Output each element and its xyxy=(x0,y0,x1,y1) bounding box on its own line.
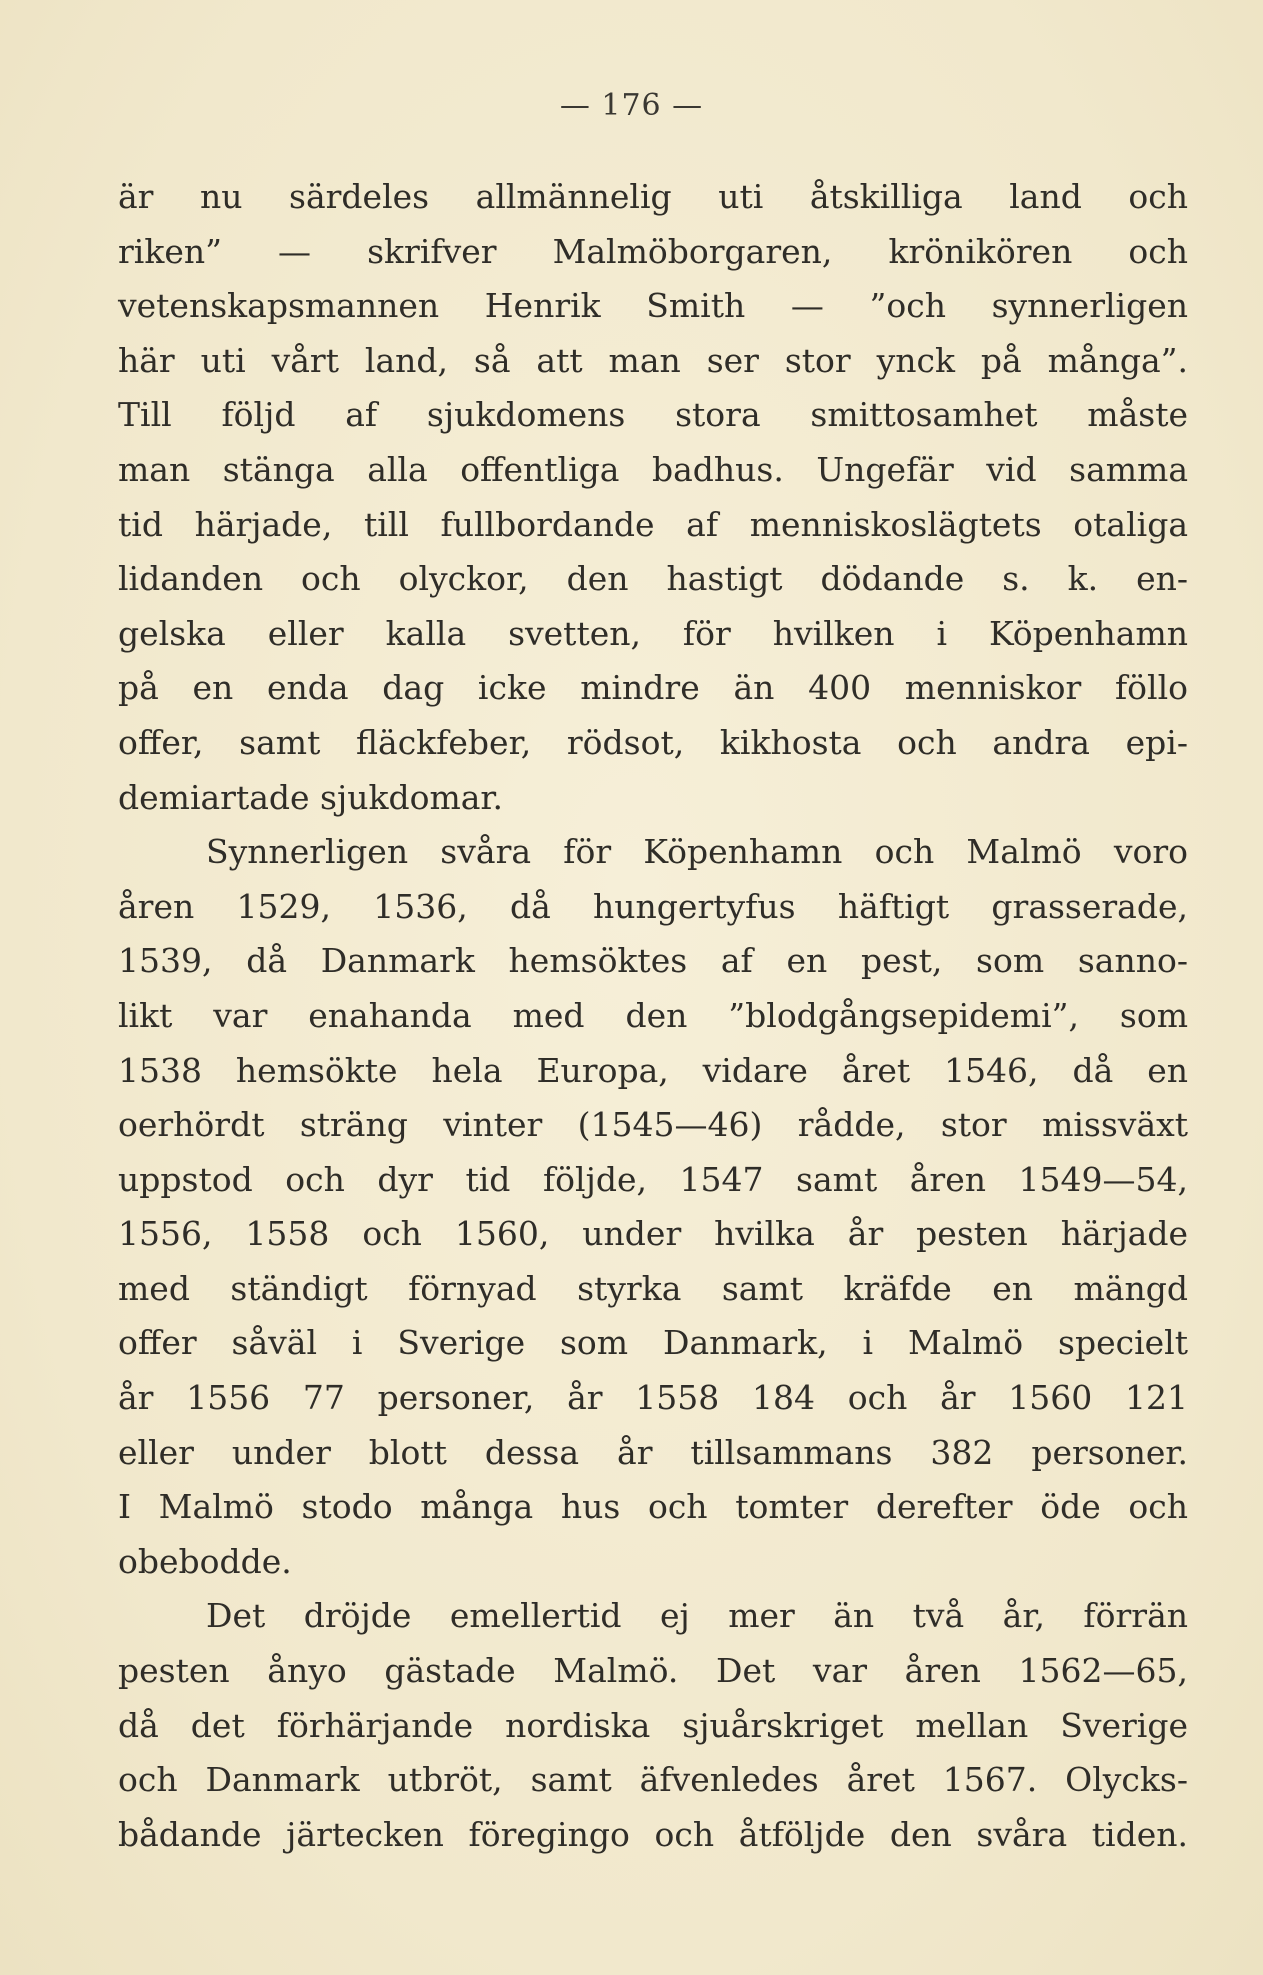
text-line: obebodde. xyxy=(118,1541,292,1581)
text-line: uppstod och dyr tid följde, 1547 samt åren 1549—54, xyxy=(118,1159,1188,1199)
text-line: man stänga alla offentliga badhus. Ungefär vid samma xyxy=(118,449,1188,489)
text-line: år 1556 77 personer, år 1558 184 och år 1560 121 xyxy=(118,1378,1188,1418)
text-line: är nu särdeles allmännelig uti åtskilliga land och xyxy=(118,177,1188,216)
text-line: riken” — skrifver Malmöborgaren, krönikören och xyxy=(118,231,1188,271)
text-line: 1556, 1558 och 1560, under hvilka år pesten härjade xyxy=(118,1214,1188,1254)
text-line: Det dröjde emellertid ej mer än två år, förrän xyxy=(206,1596,1188,1636)
text-line: offer, samt fläckfeber, rödsot, kikhosta och andra epi- xyxy=(118,722,1188,762)
page-number: — 176 — xyxy=(559,88,704,123)
text-line: 1538 hemsökte hela Europa, vidare året 1546, då en xyxy=(118,1050,1188,1090)
text-line: och Danmark utbröt, samt äfvenledes året 1567. Olycks- xyxy=(118,1760,1188,1800)
text-line: 1539, då Danmark hemsöktes af en pest, som sanno- xyxy=(118,941,1188,981)
text-line: Till följd af sjukdomens stora smittosamhet måste xyxy=(118,395,1188,435)
text-line: med ständigt förnyad styrka samt kräfde en mängd xyxy=(118,1268,1188,1308)
text-line: gelska eller kalla svetten, för hvilken i Köpenhamn xyxy=(118,613,1188,653)
text-line: tid härjade, till fullbordande af menniskoslägtets otaliga xyxy=(118,504,1188,544)
text-line: lidanden och olyckor, den hastigt dödande s. k. en- xyxy=(118,559,1188,599)
text-line: på en enda dag icke mindre än 400 menniskor föllo xyxy=(118,668,1188,708)
text-line: I Malmö stodo många hus och tomter derefter öde och xyxy=(118,1487,1188,1527)
text-line: Synnerligen svåra för Köpenhamn och Malmö voro xyxy=(206,832,1188,872)
text-line: eller under blott dessa år tillsammans 382 personer. xyxy=(118,1432,1188,1472)
text-line: då det förhärjande nordiska sjuårskriget mellan Sverige xyxy=(118,1705,1188,1745)
text-line: bådande järtecken föregingo och åtföljde den svåra tiden. xyxy=(118,1814,1188,1854)
text-line: här uti vårt land, så att man ser stor ynck på många”. xyxy=(118,340,1188,380)
text-line: likt var enahanda med den ”blodgångsepidemi”, som xyxy=(118,995,1188,1035)
text-line: offer såväl i Sverige som Danmark, i Malmö specielt xyxy=(118,1323,1188,1363)
text-line: pesten ånyo gästade Malmö. Det var åren 1562—65, xyxy=(118,1651,1188,1691)
text-line: vetenskapsmannen Henrik Smith — ”och synnerligen xyxy=(118,286,1188,326)
text-line: demiartade sjukdomar. xyxy=(118,777,504,817)
text-line: oerhördt sträng vinter (1545—46) rådde, stor missväxt xyxy=(118,1105,1188,1145)
text-line: åren 1529, 1536, då hungertyfus häftigt grasserade, xyxy=(118,886,1188,926)
body-text xyxy=(118,170,1188,1862)
